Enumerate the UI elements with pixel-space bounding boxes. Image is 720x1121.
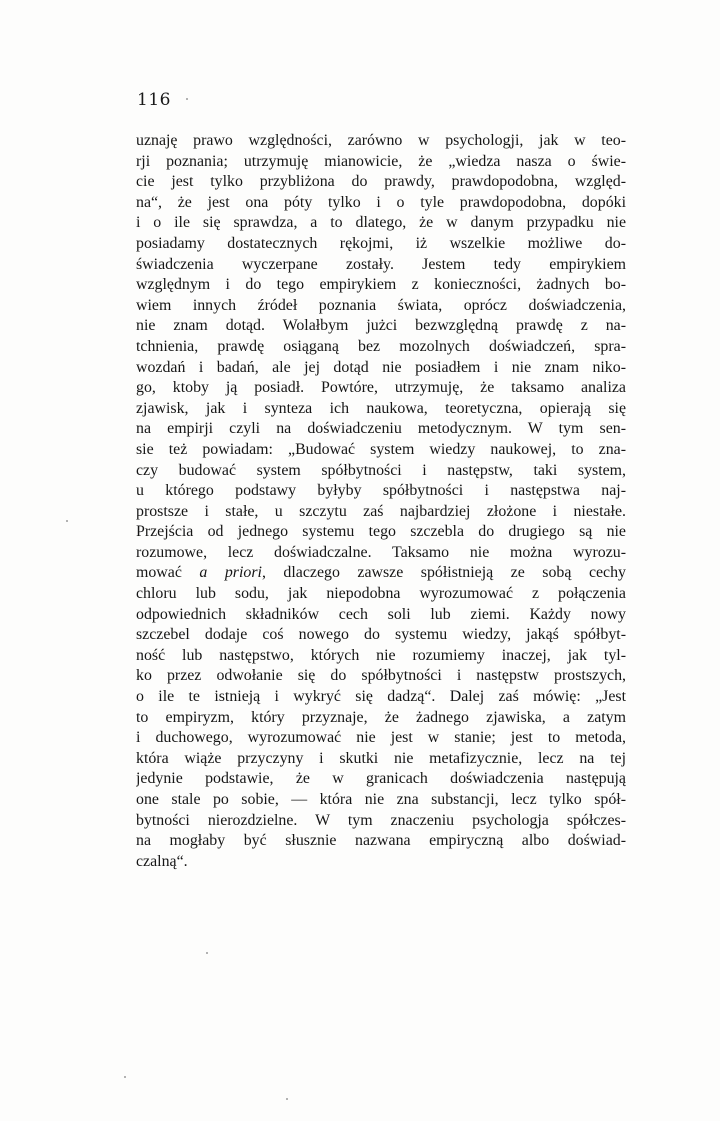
text-line: na empirji czyli na doświadczeniu metodycznym. W tym sen- (136, 420, 626, 438)
paper-speck (206, 952, 208, 954)
text-line: względnym i do tego empirykiem z konieczności, żadnych bo- (136, 276, 626, 294)
text-line: zjawisk, jak i synteza ich naukowa, teoretyczna, opierają się (136, 399, 626, 417)
text-line: i duchowego, wyrozumować nie jest w stanie; jest to metoda, (136, 729, 626, 747)
page-number: 116 (137, 90, 171, 110)
text-line: to empiryzm, który przyznaje, że żadnego zjawiska, a zatym (136, 708, 626, 726)
text-line: bytności nierozdzielne. W tym znaczeniu psychologja spółczes- (136, 811, 626, 829)
paper-speck (66, 520, 68, 522)
text-line: rozumowe, lecz doświadczalne. Taksamo nie można wyrozu- (136, 543, 626, 561)
text-line: Przejścia od jednego systemu tego szczebla do drugiego są nie (136, 523, 626, 541)
text-line: posiadamy dostatecznych rękojmi, iż wszelkie możliwe do- (136, 234, 626, 252)
text-line: wiem innych źródeł poznania świata, oprócz doświadczenia, (136, 296, 626, 314)
text-line: sie też powiadam: „Budować system wiedzy naukowej, to zna- (136, 440, 626, 458)
text-line: i o ile się sprawdza, a to dlatego, że w danym przypadku nie (136, 214, 626, 232)
text-line: jedynie podstawie, że w granicach doświadczenia następują (136, 770, 626, 788)
text-line: szczebel dodaje coś nowego do systemu wiedzy, jakąś spółbyt- (136, 626, 626, 644)
text-line: prostsze i stałe, u szczytu zaś najbardziej złożone i niestałe. (136, 502, 626, 520)
text-line: uznaję prawo względności, zarówno w psychologji, jak w teo- (136, 132, 626, 149)
text-line: która wiąże przyczyny i skutki nie metafizycznie, lecz na tej (136, 749, 626, 767)
text-line: rji poznania; utrzymuję mianowicie, że „wiedza nasza o świe- (136, 152, 626, 170)
text-line: u którego podstawy byłyby spółbytności i następstwa naj- (136, 482, 626, 500)
text-line: świadczenia wyczerpane zostały. Jestem tedy empirykiem (136, 255, 626, 273)
text-line: chloru lub sodu, jak niepodobna wyrozumować z połączenia (136, 585, 626, 603)
text-line: ko przez odwołanie się do spółbytności i następstw prostszych, (136, 667, 626, 685)
text-line: o ile te istnieją i wykryć się dadzą“. Dalej zaś mówię: „Jest (136, 688, 626, 706)
text-line: ność lub następstwo, których nie rozumiemy inaczej, jak tyl- (136, 646, 626, 664)
paper-speck (286, 1098, 288, 1100)
text-line: na“, że jest ona póty tylko i o tyle prawdopodobna, dopóki (136, 193, 626, 211)
text-line: czalną“. (136, 852, 188, 870)
paper-speck (124, 1076, 126, 1078)
paper-speck (186, 98, 188, 100)
text-line: cie jest tylko przybliżona do prawdy, prawdopodobna, względ- (136, 173, 626, 191)
text-line: czy budować system spółbytności i następstw, taki system, (136, 461, 626, 479)
text-line: one stale po sobie, — która nie zna substancji, lecz tylko spół- (136, 791, 626, 808)
body-text (136, 131, 626, 872)
text-line: odpowiednich składników cech soli lub ziemi. Każdy nowy (136, 605, 626, 623)
text-line: wozdań i badań, ale jej dotąd nie posiadłem i nie znam niko- (136, 358, 626, 376)
text-line: go, ktoby ją posiadł. Powtóre, utrzymuję, że taksamo analiza (136, 379, 626, 397)
text-line: nie znam dotąd. Wolałbym jużci bezwzględną prawdę z na- (136, 317, 626, 335)
text-line: mować a priori, dlaczego zawsze spółistnieją ze sobą cechy (136, 564, 626, 582)
text-line: tchnienia, prawdę osiąganą bez mozolnych doświadczeń, spra- (136, 337, 626, 355)
text-line: na mogłaby być słusznie nazwana empiryczną albo doświad- (136, 832, 626, 850)
